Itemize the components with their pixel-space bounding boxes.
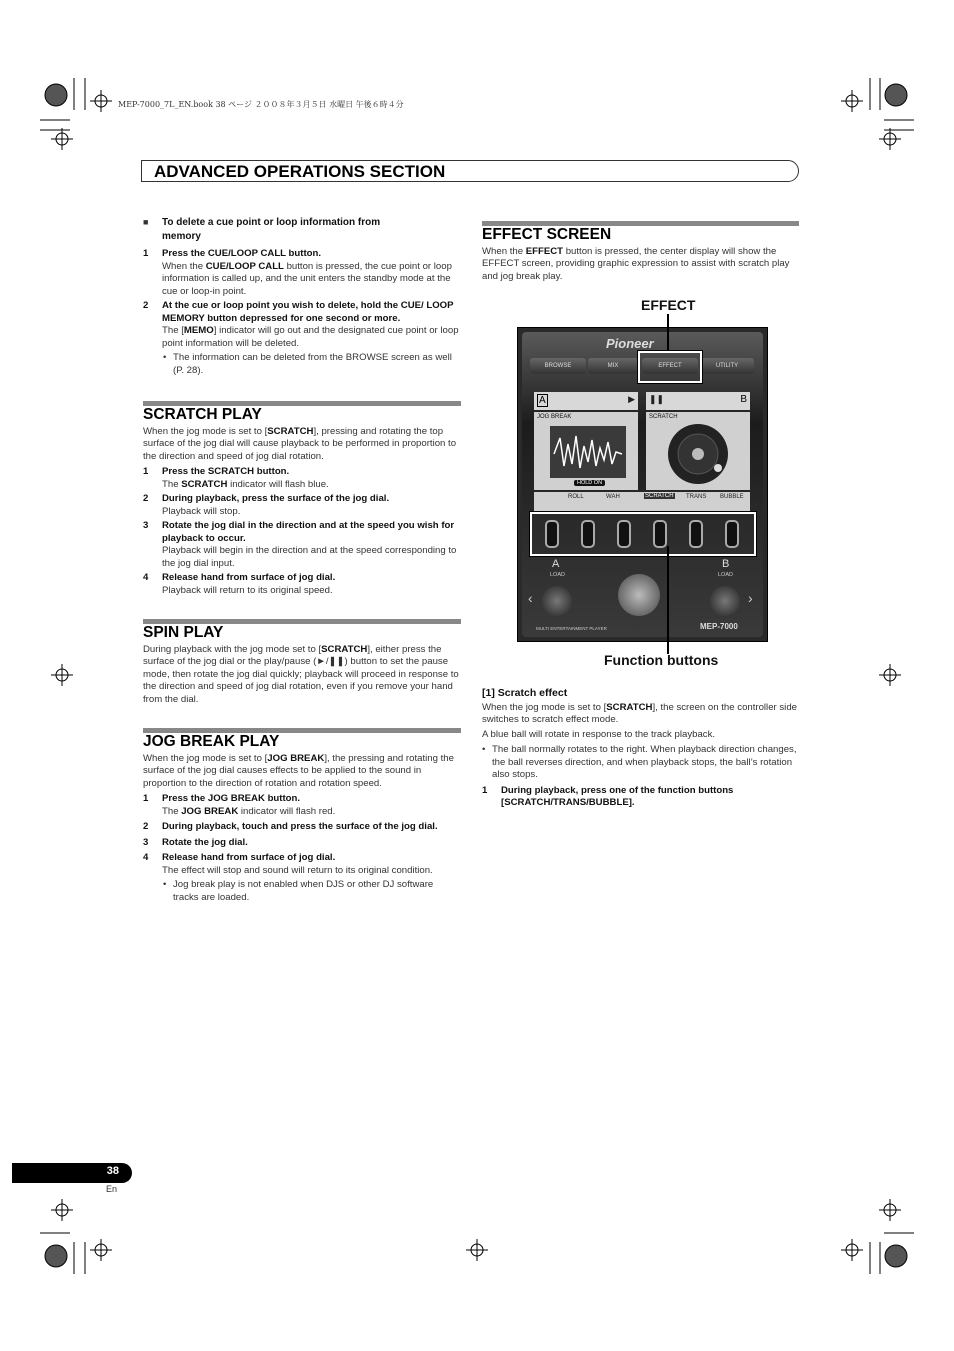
effect-title: EFFECT SCREEN <box>482 226 612 243</box>
page-number: 38 <box>106 1165 119 1177</box>
scratch-step-3: 3 Rotate the jog dial in the direction and at the speed you wish for playback to occur. Playback will begin in the direction and at the speed corresponding to the jog dial input. <box>143 520 457 569</box>
jog-step-1: 1 Press the JOG BREAK button. The JOG BREAK indicator will flash red. <box>143 793 336 817</box>
scratch-step-1: 1 Press the SCRATCH button. The SCRATCH indicator will flash blue. <box>143 466 329 490</box>
play-icon: ▶ <box>628 394 635 404</box>
waveform-display <box>550 426 626 478</box>
effect-wah: WAH <box>606 494 620 500</box>
print-header: MEP-7000_7L_EN.book 38 ページ ２００８年３月５日 水曜日 午後６時４分 <box>118 100 404 109</box>
section-title: ADVANCED OPERATIONS SECTION <box>154 162 446 181</box>
effect-label-row <box>534 492 750 512</box>
pause-icon: ❚❚ <box>649 394 665 404</box>
load-b-label: LOAD <box>718 572 733 578</box>
function-button-2[interactable] <box>581 520 595 548</box>
delete-step-2-title: At the cue or loop point you wish to delete, hold the CUE/ LOOP MEMORY button depressed for one second or more. <box>162 300 454 324</box>
tab-effect[interactable]: EFFECT <box>642 358 698 374</box>
jog-step-2: 2 During playback, touch and press the surface of the jog dial. <box>143 821 438 832</box>
right-arrow-icon: › <box>748 590 753 606</box>
scratch-intro: When the jog mode is set to [SCRATCH], pressing and rotating the top surface of the jog dial will cause playback to be performed in proportion to the direction and speed of jog dial rotation. <box>143 425 457 462</box>
load-a-knob[interactable] <box>542 586 572 616</box>
device-model: MEP-7000 <box>700 622 738 631</box>
effect-highlight-box <box>638 351 702 383</box>
hold-on-label: HOLD ON <box>574 480 605 486</box>
spin-body: During playback with the jog mode set to [SCRATCH], either press the surface of the jog dial or the play/pause (►/❚❚) button to set the pause mode, then rotate the jog dial quickly; playback will proceed in response to the direction and speed of jog dial rotation, even if you remove your hand from the dial. <box>143 643 459 705</box>
scratch-effect-p1: When the jog mode is set to [SCRATCH], the screen on the controller side switches to scratch effect mode. <box>482 701 797 725</box>
deck-b-track <box>646 392 750 410</box>
jog-title: JOG BREAK PLAY <box>143 733 280 750</box>
function-button-5[interactable] <box>689 520 703 548</box>
scratch-effect-title: [1] Scratch effect <box>482 687 568 699</box>
brand-logo: Pioneer <box>606 336 654 351</box>
spin-title: SPIN PLAY <box>143 624 224 641</box>
lower-deck-a: A <box>552 558 560 570</box>
scratch-effect-bullet: • The ball normally rotates to the right. When playback direction changes, the ball reverses direction, and when playback stops, the ball’s rotation also stops. <box>482 744 799 782</box>
scratch-effect-step-1: 1 During playback, press one of the function buttons [SCRATCH/TRANS/BUBBLE]. <box>482 784 734 808</box>
callout-effect: EFFECT <box>641 297 696 313</box>
tab-browse[interactable]: BROWSE <box>530 358 586 374</box>
callout-function-buttons: Function buttons <box>604 652 719 668</box>
function-button-6[interactable] <box>725 520 739 548</box>
scratch-effect-block <box>482 687 799 810</box>
jog-step-3: 3 Rotate the jog dial. <box>143 836 248 848</box>
jog-bullet: • Jog break play is not enabled when DJS or other DJ software tracks are loaded. <box>143 879 461 904</box>
scratch-step-4: 4 Release hand from surface of jog dial. Playback will return to its original speed. <box>143 572 336 596</box>
load-a-label: LOAD <box>550 572 565 578</box>
effect-leader-line <box>667 314 669 350</box>
scratch-title: SCRATCH PLAY <box>143 406 262 423</box>
scratch-screen <box>646 412 750 490</box>
delete-step-1-title: Press the CUE/LOOP CALL button. <box>162 248 322 259</box>
effect-trans: TRANS <box>686 494 707 500</box>
jog-intro: When the jog mode is set to [JOG BREAK], the pressing and rotating the surface of the jog dial causes effects to be applied to the sound in proportion to the direction of rotation and rotation speed. <box>143 752 454 789</box>
function-leader-line <box>667 546 669 654</box>
effect-intro: When the EFFECT button is pressed, the center display will show the EFFECT screen, providing graphic expression to assist with scratch play and jog break play. <box>482 245 790 282</box>
waveform-graphic <box>550 426 626 478</box>
delete-cue-heading <box>143 216 461 244</box>
section-header <box>141 160 799 182</box>
right-column <box>482 221 799 283</box>
delete-cue-title-1: To delete a cue point or loop information from <box>162 217 381 228</box>
function-buttons-box <box>530 512 756 556</box>
load-b-knob[interactable] <box>710 586 740 616</box>
scratch-label: SCRATCH <box>649 414 678 420</box>
function-button-4[interactable] <box>653 520 667 548</box>
delete-step-2-body: The [MEMO] indicator will go out and the designated cue point or loop point information will be deleted. <box>162 325 459 349</box>
deck-b-label: B <box>740 394 747 405</box>
delete-step-1: 1 Press the CUE/LOOP CALL button. When the CUE/LOOP CALL button is pressed, the cue point or loop information is called up, and the unit enters the standby mode at the cue or loop-in point. <box>143 248 461 298</box>
jog-break-screen <box>534 412 638 490</box>
square-bullet-icon: ■ <box>143 217 149 227</box>
function-button-1[interactable] <box>545 520 559 548</box>
tab-mix[interactable]: MIX <box>588 358 638 374</box>
page-number-tab <box>12 1163 132 1183</box>
deck-a-label: A <box>539 395 546 406</box>
device-footer: MULTI ENTERTAINMENT PLAYER <box>536 626 607 631</box>
tab-utility[interactable]: UTILITY <box>700 358 754 374</box>
delete-step-1-body: When the CUE/LOOP CALL button is pressed, the cue point or loop information is called up, and the unit enters the standby mode at the cue or loop-in point. <box>162 260 452 297</box>
effect-roll: ROLL <box>568 494 584 500</box>
effect-bubble: BUBBLE <box>720 494 744 500</box>
scratch-step-2: 2 During playback, press the surface of the jog dial. Playback will stop. <box>143 493 390 517</box>
language-code: En <box>106 1184 118 1194</box>
jog-step-4: 4 Release hand from surface of jog dial. The effect will stop and sound will return to its original condition. <box>143 852 433 876</box>
device-image <box>517 327 768 642</box>
function-button-3[interactable] <box>617 520 631 548</box>
left-arrow-icon: ‹ <box>528 590 533 606</box>
scratch-effect-p2: A blue ball will rotate in response to the track playback. <box>482 728 716 740</box>
delete-cue-title-2: memory <box>162 231 201 242</box>
lower-deck-b: B <box>722 558 730 570</box>
effect-scratch: SCRATCH <box>645 493 674 499</box>
delete-step-2: 2 At the cue or loop point you wish to delete, hold the CUE/ LOOP MEMORY button depressed for one second or more. The [MEMO] indicator will go out and the designated cue point or loop point information will be deleted. <box>143 300 461 350</box>
delete-bullet: • The information can be deleted from the BROWSE screen as well (P. 28). <box>143 352 461 377</box>
left-column <box>143 216 461 904</box>
select-dial[interactable] <box>618 574 660 616</box>
platter-icon <box>666 422 730 486</box>
jog-break-label: JOG BREAK <box>537 414 572 420</box>
deck-a-track <box>534 392 638 410</box>
